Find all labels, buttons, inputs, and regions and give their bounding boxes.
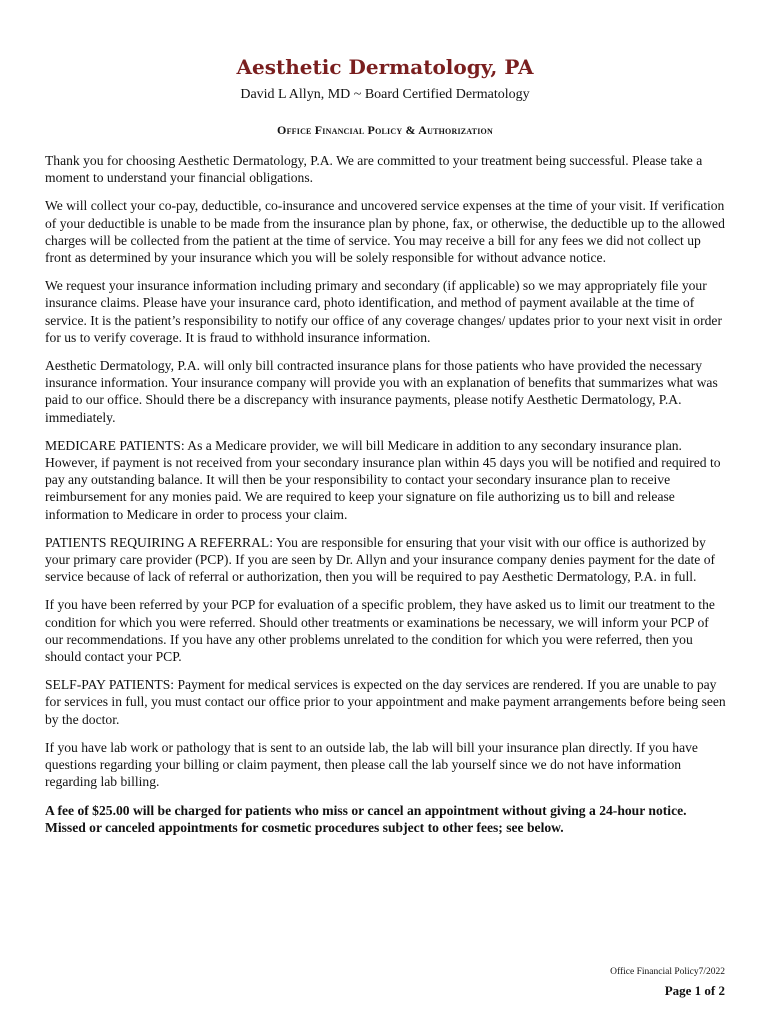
practice-title: Aesthetic Dermatology, PA [236,55,534,79]
paragraph-insurance-information: We request your insurance information including primary and secondary (if applicable) so we may appropriately file your insurance claims. Please have your insurance card, photo identification, and method of payment available at the time of service. It is the patient’s responsibility to notify our office of any coverage changes/ updates prior to your next visit in order for us to verify coverage. It is fraud to withhold insurance information. [45,278,722,345]
paragraph-contracted-plans: Aesthetic Dermatology, P.A. will only bill contracted insurance plans for those patients who have provided the necessary insurance information. Your insurance company will provide you with an explanation of benefits that summarizes what was paid to our office. Should there be a discrepancy with insurance payments, please notify Aesthetic Dermatology, P.A. immediately. [45,358,718,425]
paragraph-medicare-patients: MEDICARE PATIENTS: As a Medicare provider, we will bill Medicare in addition to any secondary insurance plan. However, if payment is not received from your secondary insurance plan within 45 days you will be notified and required to pay any outstanding balance. It will then be your responsibility to contact your secondary insurance plan to receive reimbursement for any monies paid. We are required to keep your signature on file authorizing us to bill and release information to Medicare in order to process your claim. [45,437,721,522]
page-number: Page 1 of 2 [664,983,725,998]
paragraph-self-pay: SELF-PAY PATIENTS: Payment for medical services is expected on the day services are rendered. If you are unable to pay for services in full, you must contact our office prior to your appointment and make payment arrangements before being seen by the doctor. [45,677,726,727]
paragraph-payment-collection: We will collect your co-pay, deductible, co-insurance and uncovered service expenses at the time of your visit. If verification of your deductible is unable to be made from the insurance plan by phone, fax, or otherwise, the deductible up to the allowed charges will be collected from the patient at the time of service. You may receive a bill for any fees we did not collect up front as determined by your insurance which you will be solely responsible for without advance notice. [45,198,725,266]
paragraph-lab-work: If you have lab work or pathology that is sent to an outside lab, the lab will bill your insurance plan directly. If you have questions regarding your billing or claim payment, then please call the lab yourself since we do not have information regarding lab billing. [45,739,698,790]
policy-body [45,152,729,847]
footer-note: Office Financial Policy7/2022 [610,967,725,977]
paragraph-pcp-referral: If you have been referred by your PCP for evaluation of a specific problem, they have asked us to limit our treatment to the condition for which you were referred. Should other treatments or examinations be necessary, we will inform your PCP of our recommendations. If you have any other problems unrelated to the condition for which you were referred, then you should contact your PCP. [45,597,715,665]
paragraph-intro: Thank you for choosing Aesthetic Dermatology, P.A. We are committed to your treatment being successful. Please take a moment to understand your financial obligations. [45,153,703,186]
paragraph-referral-patients: PATIENTS REQUIRING A REFERRAL: You are responsible for ensuring that your visit with our office is authorized by your primary care provider (PCP). If you are seen by Dr. Allyn and your insurance company denies payment for the date of service because of lack of referral or authorization, then you will be required to pay Aesthetic Dermatology, P.A. in full. [45,534,716,585]
policy-heading: Office Financial Policy & Authorization [277,123,493,137]
physician-subtitle: David L Allyn, MD ~ Board Certified Dermatology [240,87,530,102]
missed-appointment-notice: A fee of $25.00 will be charged for patients who miss or cancel an appointment without giving a 24-hour notice. Missed or canceled appointments for cosmetic procedures subject to other fees; see below. [45,802,687,835]
